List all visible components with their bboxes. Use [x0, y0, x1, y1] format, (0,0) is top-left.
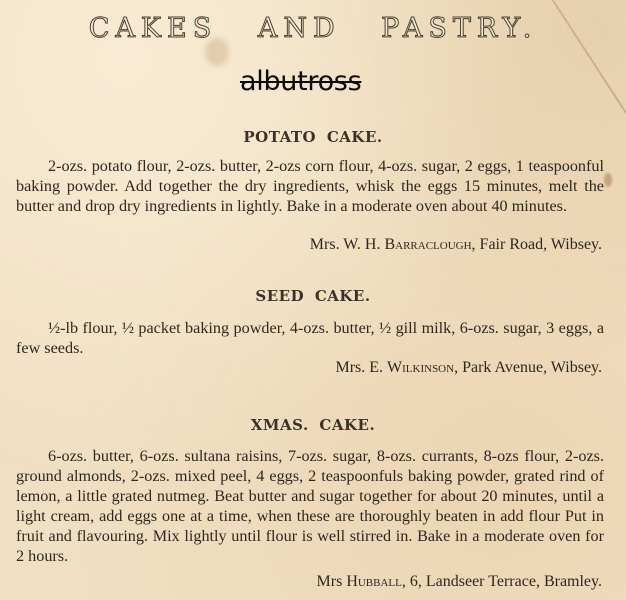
attribution-name: Wilkinson	[387, 359, 455, 376]
paper-stain	[604, 173, 612, 187]
attribution-address: , 6, Landseer Terrace, Bramley.	[401, 573, 602, 590]
recipe-title-xmas-cake: XMAS. CAKE.	[250, 416, 376, 434]
attribution-name: Hubball	[346, 573, 402, 590]
recipe-attribution-seed-cake	[335, 359, 602, 377]
attribution-prefix: Mrs. E.	[335, 359, 384, 376]
page-heading: CAKES AND PASTRY.	[88, 13, 538, 44]
recipe-body-xmas-cake: 6-ozs. butter, 6-ozs. sultana raisins, 7-ozs. sugar, 8-ozs. currants, 8-ozs flour, 2-ozs. ground almonds, 2-ozs. mixed peel, 4 eggs, 2 teaspoonfuls baking powder, grated rind of lemon, a little grated nutmeg. Beat butter and sugar together for about 20 minutes, until a light cream, add eggs one at a time, when these are thoroughly beaten in add flour Put in fruit and flavouring. Mix lightly until flour is well stirred in. Bake in a moderate oven for 2 hours.	[16, 447, 604, 565]
attribution-prefix: Mrs. W. H.	[309, 236, 381, 253]
attribution-address: , Fair Road, Wibsey.	[471, 236, 602, 253]
attribution-prefix: Mrs	[316, 573, 343, 590]
recipe-title-seed-cake: SEED CAKE.	[255, 287, 371, 305]
recipe-body-seed-cake: ½-lb flour, ½ packet baking powder, 4-ozs. butter, ½ gill milk, 6-ozs. sugar, 3 eggs, a few seeds.	[16, 319, 604, 357]
attribution-address: , Park Avenue, Wibsey.	[454, 359, 602, 376]
struck-through-overlay-label: albutross	[240, 66, 362, 97]
recipe-title-potato-cake: POTATO CAKE.	[243, 128, 383, 146]
recipe-body-potato-cake: 2-ozs. potato flour, 2-ozs. butter, 2-ozs corn flour, 4-ozs. sugar, 2 eggs, 1 teaspoonful baking powder. Add together the dry ingredients, whisk the eggs 15 minutes, melt the butter and drop dry ingredients in lightly. Bake in a moderate oven about 40 minutes.	[16, 157, 604, 215]
attribution-name: Barraclough	[384, 236, 472, 253]
recipe-attribution-potato-cake	[310, 236, 602, 254]
recipe-attribution-xmas-cake	[317, 573, 602, 591]
